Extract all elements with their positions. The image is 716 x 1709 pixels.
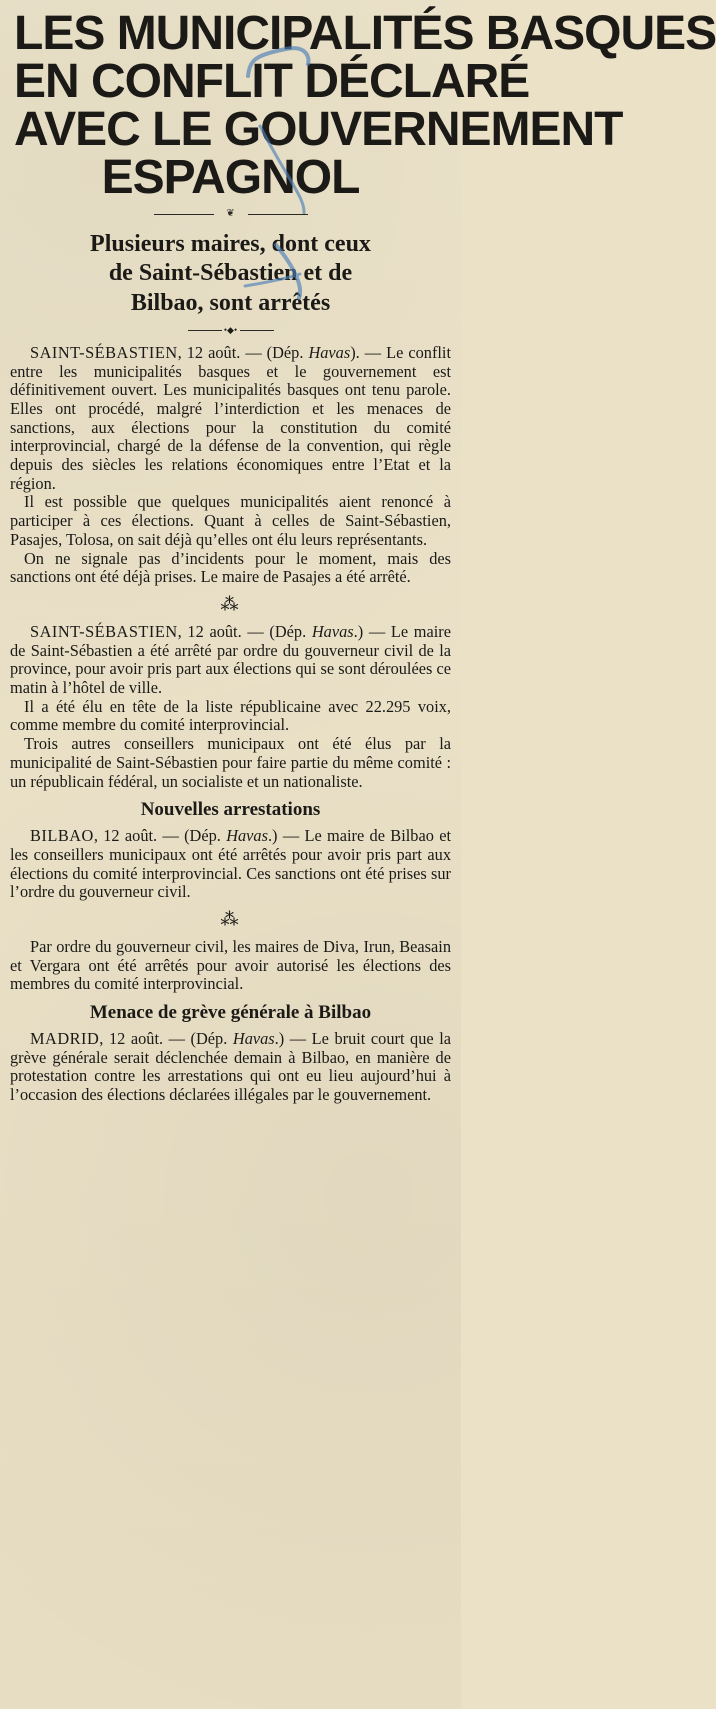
agency-name: Havas bbox=[232, 1028, 275, 1048]
headline-line-2: EN CONFLIT DÉCLARÉ bbox=[14, 55, 530, 108]
paragraph-2: Il est possible que quelques municipalités aient renoncé à participer à ces élections. Quant à celles de Saint-Sébastien, Pasajes, Tolosa, on sait déjà qu’elles ont élu leurs représentants. bbox=[10, 492, 451, 549]
subheadline-line-3: Bilbao, sont arrêtés bbox=[130, 289, 331, 316]
dateline: SAINT-SÉBASTIEN bbox=[30, 621, 178, 641]
main-headline bbox=[10, 7, 716, 204]
paragraph-1 bbox=[10, 344, 451, 494]
section-stars-2: ⁂ bbox=[220, 908, 241, 929]
agency-name: Havas bbox=[308, 342, 351, 362]
section-title-nouvelles-arrestations: Nouvelles arrestations bbox=[140, 799, 321, 821]
headline-divider bbox=[154, 210, 308, 218]
paragraph-9 bbox=[10, 1030, 451, 1105]
paragraph-text: .) — Le bruit court que la grève générale serait déclenchée demain à Bilbao, en manière de protestation contre les arrestations qui ont eu lieu aujourd’hui à l’occasion des élections déclarées illégales par le gouvernement. bbox=[10, 1028, 452, 1104]
dateline: BILBAO bbox=[30, 826, 94, 846]
paragraph-6: Trois autres conseillers municipaux ont été élus par la municipalité de Saint-Sébastien pour faire partie du même comité : un républicain fédéral, un socialiste et un nationaliste. bbox=[10, 734, 451, 791]
small-divider-icon: •◆• bbox=[223, 324, 238, 335]
section-stars: ⁂ bbox=[220, 593, 241, 614]
subheadline-divider bbox=[188, 326, 274, 334]
paragraph-7 bbox=[10, 827, 451, 902]
date-text: , 12 août. — (Dép. bbox=[93, 826, 227, 846]
paragraph-5: Il a été élu en tête de la liste républicaine avec 22.295 voix, comme membre du comité interprovincial. bbox=[10, 696, 451, 735]
date-text: , 12 août. — (Dép. bbox=[177, 342, 309, 362]
dateline: SAINT-SÉBASTIEN bbox=[30, 342, 178, 362]
date-text: , 12 août. — (Dép. bbox=[99, 1028, 233, 1048]
headline-line-4: ESPAGNOL bbox=[101, 151, 360, 204]
article-block-bilbao bbox=[10, 827, 451, 902]
paragraph-text: .) — Le maire de Bilbao et les conseillers municipaux ont été arrêtés pour avoir pris part aux élections du comité interprovincial. Ces sanctions ont été prises sur l’ordre du gouverneur civil. bbox=[10, 826, 451, 902]
paragraph-8: Par ordre du gouverneur civil, les maires de Diva, Irun, Beasain et Vergara ont été arrêtés pour avoir autorisé les élections des membres du comité interprovincial. bbox=[10, 936, 451, 994]
article-block-saint-sebastien-2 bbox=[10, 623, 451, 791]
paragraph-text: ). — Le conflit entre les municipalités basques et le gouvernement est définitivement ouvert. Les municipalités basques ont tenu parole. Elles ont procédé, malgré l’interdiction et les menaces de sanctions, aux élections pour la constitution du comité interprovincial, chargé de la défense de la convention, qui règle depuis des siècles les relations économiques entre l’Etat et la région. bbox=[10, 342, 452, 493]
paragraph-text: .) — Le maire de Saint-Sébastien a été arrêté par ordre du gouverneur civil de la province, pour avoir pris part aux élections qui se sont déroulées ce matin à l’hôtel de ville. bbox=[10, 621, 452, 698]
subheadline-line-1: Plusieurs maires, dont ceux bbox=[90, 231, 371, 257]
subheadline bbox=[22, 230, 439, 318]
dateline: MADRID bbox=[30, 1028, 100, 1048]
agency-name: Havas bbox=[226, 826, 268, 846]
headline-line-3: AVEC LE GOUVERNEMENT bbox=[14, 103, 623, 156]
paragraph-4 bbox=[10, 623, 451, 698]
date-text: , 12 août. — (Dép. bbox=[177, 621, 312, 641]
subheadline-line-2: de Saint-Sébastien et de bbox=[108, 260, 353, 287]
article-block-other-arrests bbox=[10, 938, 451, 994]
divider-ornament-icon: ❦ bbox=[226, 208, 235, 219]
section-title-greve-generale: Menace de grève générale à Bilbao bbox=[89, 1002, 372, 1024]
agency-name: Havas bbox=[311, 621, 354, 641]
paragraph-3: On ne signale pas d’incidents pour le moment, mais des sanctions ont été déjà prises. Le maire de Pasajes a été arrêté. bbox=[10, 548, 451, 587]
article-block-saint-sebastien-1 bbox=[10, 344, 451, 587]
headline-line-1: LES MUNICIPALITÉS BASQUES bbox=[14, 7, 716, 60]
article-block-madrid bbox=[10, 1030, 451, 1105]
